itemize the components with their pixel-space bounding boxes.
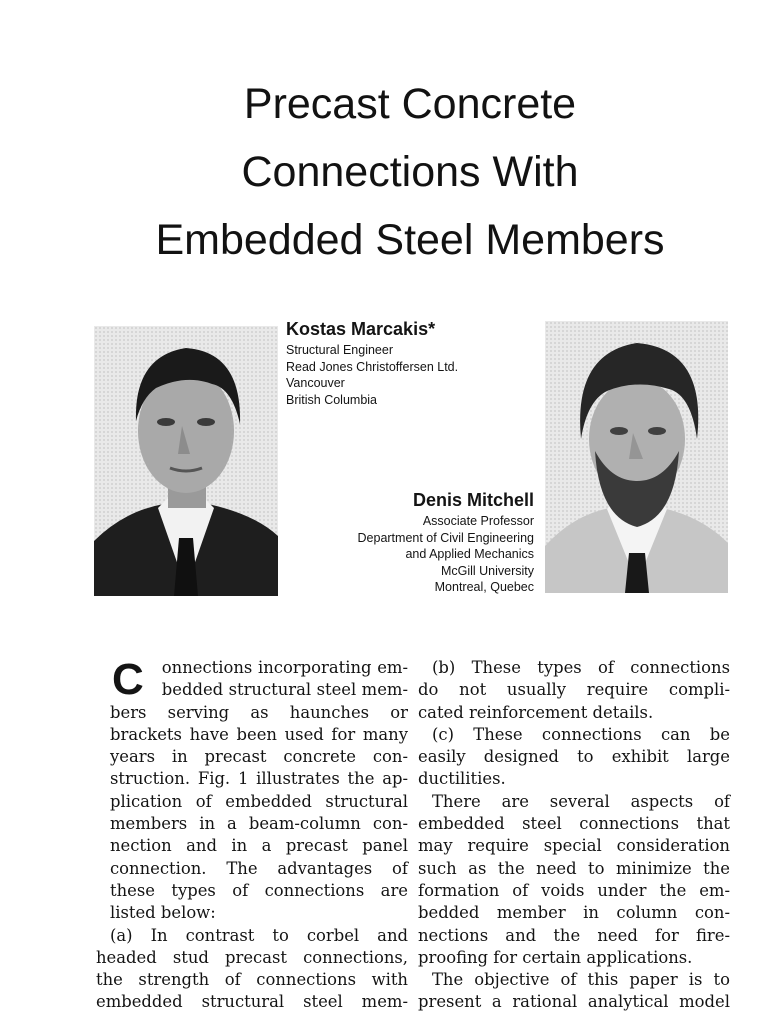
text-line: The objective of this paper is to xyxy=(432,970,730,990)
author-department: and Applied Mechanics xyxy=(405,547,534,561)
author-affiliation: Read Jones Christoffersen Ltd. xyxy=(286,359,459,374)
paragraph-aspects xyxy=(418,791,730,813)
author-name: Denis Mitchell xyxy=(412,490,534,510)
author-title: Associate Professor xyxy=(422,514,534,528)
author-city: Vancouver xyxy=(286,376,345,390)
author-name: Kostas Marcakis* xyxy=(286,319,436,339)
text-line: members in a beam-column con- xyxy=(110,814,408,834)
text-line: headed stud precast connections, xyxy=(96,947,408,967)
text-line: such as the need to minimize the xyxy=(418,858,730,878)
text-line: (b) These types of connections xyxy=(432,658,730,677)
paragraph-objective xyxy=(418,969,730,991)
text-line: present a rational analytical model xyxy=(418,992,730,1012)
text-line: these types of connections are xyxy=(110,880,408,900)
drop-cap: C xyxy=(112,655,144,704)
author-photo-marcakis xyxy=(94,326,278,596)
author-block-mitchell xyxy=(358,487,534,596)
text-line: listed below: xyxy=(110,903,216,923)
text-line: (a) In contrast to corbel and xyxy=(110,925,408,945)
text-line: formation of voids under the em- xyxy=(418,880,730,900)
paragraph-item-c-cont xyxy=(418,746,730,791)
text-line: bedded member in column con- xyxy=(418,903,730,923)
paragraph-item-a-cont xyxy=(96,947,408,1014)
body-column-left xyxy=(96,657,408,1014)
text-line: may require special consideration xyxy=(418,836,730,856)
text-line: plication of embedded structural xyxy=(110,791,408,811)
paragraph-item-b xyxy=(418,657,730,679)
text-line: onnections incorporating em- xyxy=(161,658,408,677)
author-block-marcakis xyxy=(286,316,458,408)
author-photo-mitchell xyxy=(545,321,728,593)
text-line: embedded structural steel mem- xyxy=(96,992,408,1012)
text-line: nection and in a precast panel xyxy=(110,836,408,856)
text-line: do not usually require compli- xyxy=(418,680,730,700)
text-line: bers serving as haunches or xyxy=(110,702,408,722)
paragraph-item-c xyxy=(418,724,730,746)
paragraph-item-a xyxy=(96,925,408,947)
text-line: proofing for certain applications. xyxy=(418,947,693,967)
text-line: bedded structural steel mem- xyxy=(161,680,408,700)
text-line: (c) These connections can be xyxy=(432,724,730,744)
text-line: embedded steel connections that xyxy=(418,814,730,834)
paragraph-objective-cont xyxy=(418,991,730,1013)
author-region: British Columbia xyxy=(286,392,378,407)
text-line: cated reinforcement details. xyxy=(418,702,654,722)
text-line: There are several aspects of xyxy=(432,791,730,811)
paper-title xyxy=(60,70,760,274)
text-line: nections and the need for fire- xyxy=(418,925,730,945)
paragraph-item-b-cont xyxy=(418,679,730,724)
text-line: connection. The advantages of xyxy=(110,858,408,878)
text-line: ductilities. xyxy=(418,769,506,789)
author-university: McGill University xyxy=(440,563,534,578)
title-line: Precast Concrete xyxy=(243,80,577,128)
text-line: struction. Fig. 1 illustrates the ap- xyxy=(110,769,408,789)
text-line: brackets have been used for many xyxy=(110,724,408,744)
paragraph-aspects-cont xyxy=(418,813,730,969)
author-department: Department of Civil Engineering xyxy=(357,530,534,545)
text-line: years in precast concrete con- xyxy=(110,747,408,767)
text-line: easily designed to exhibit large xyxy=(418,747,730,767)
author-title: Structural Engineer xyxy=(286,343,394,357)
paragraph-intro xyxy=(96,657,408,925)
title-line: Connections With xyxy=(241,148,579,196)
text-line: the strength of connections with xyxy=(96,970,408,990)
title-line: Embedded Steel Members xyxy=(155,216,665,264)
author-city: Montreal, Quebec xyxy=(434,580,534,594)
body-column-right xyxy=(418,657,730,1014)
